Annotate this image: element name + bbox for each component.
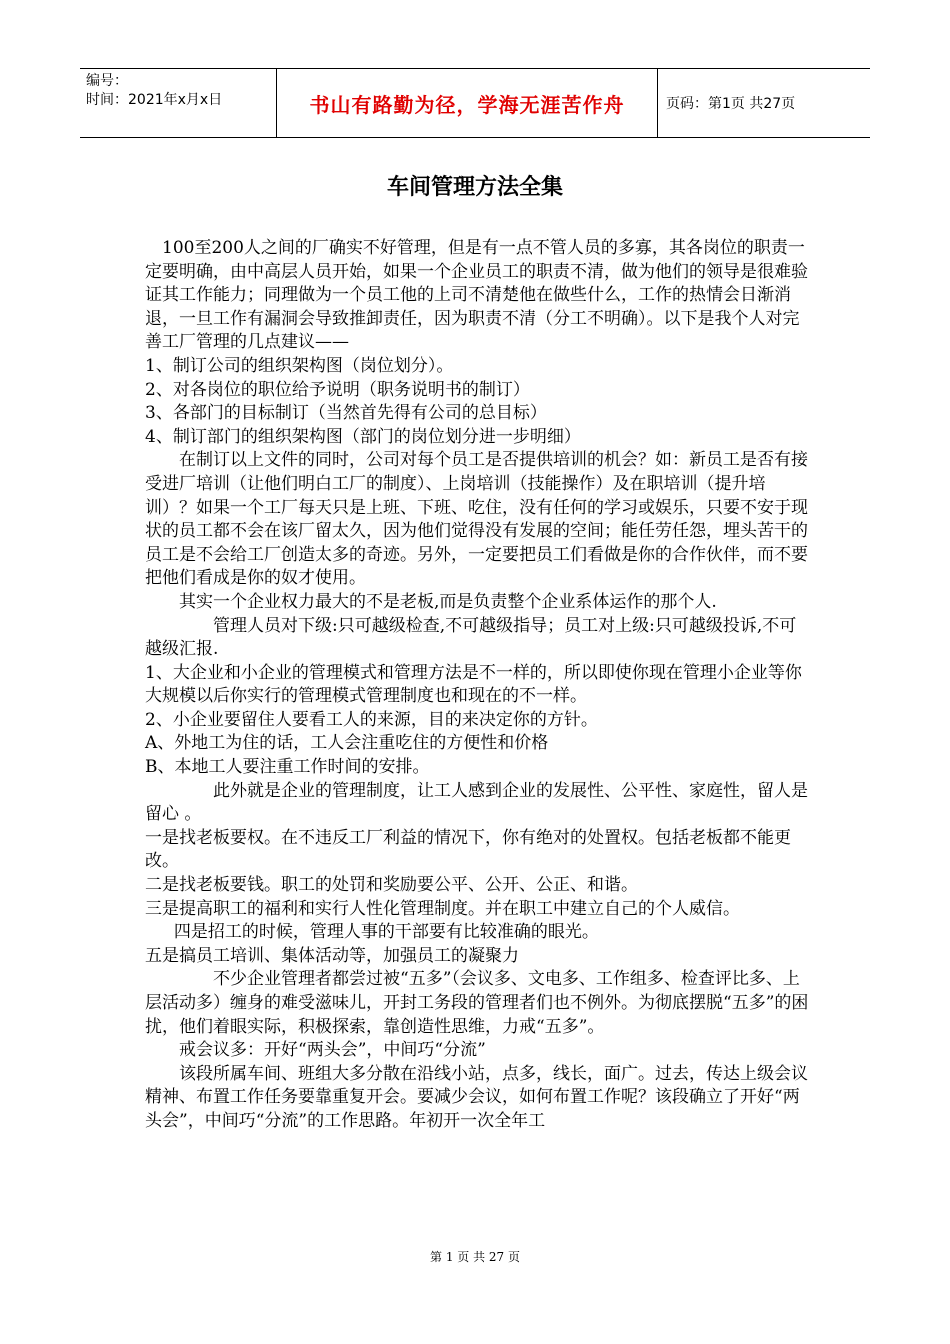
body-paragraph: 三是提高职工的福利和实行人性化管理制度。并在职工中建立自己的个人威信。 bbox=[145, 898, 740, 919]
body-paragraph: 2、对各岗位的职位给予说明（职务说明书的制订） bbox=[145, 379, 530, 400]
body-paragraph: 二是找老板要钱。职工的处罚和奖励要公平、公开、公正、和谐。 bbox=[145, 875, 638, 896]
header-motto-cell bbox=[277, 69, 658, 137]
body-paragraph: 3、各部门的目标制订（当然首先得有公司的总目标） bbox=[145, 403, 547, 424]
body-paragraph: B、本地工人要注重工作时间的安排。 bbox=[145, 757, 430, 778]
body-paragraph: 1、大企业和小企业的管理模式和管理方法是不一样的，所以即使你现在管理小企业等你大规模以后你实行的管理模式管理制度也和现在的不一样。 bbox=[145, 662, 802, 707]
document-date: 时间：2021年x月x日 bbox=[86, 92, 223, 108]
body-paragraph: 1、制订公司的组织架构图（岗位划分）。 bbox=[145, 355, 454, 376]
body-paragraph: 该段所属车间、班组大多分散在沿线小站，点多，线长，面广。过去，传达上级会议精神、布置工作任务要靠重复开会。要减少会议，如何布置工作呢？该段确立了开好“两头会”，中间巧“分流”的工作思路。年初开一次全年工 bbox=[145, 1063, 808, 1131]
header-motto: 书山有路勤为径，学海无涯苦作舟 bbox=[309, 92, 625, 117]
document-number: 编号： bbox=[86, 73, 128, 89]
body-paragraph: 戒会议多：开好“两头会”，中间巧“分流” bbox=[179, 1040, 486, 1061]
body-paragraph: 管理人员对下级:只可越级检查,不可越级指导；员工对上级:只可越级投诉,不可越级汇报. bbox=[145, 615, 797, 660]
body-paragraph: 其实一个企业权力最大的不是老板,而是负责整个企业系体运作的那个人. bbox=[179, 591, 717, 612]
body-paragraph: 五是搞员工培训、集体活动等，加强员工的凝聚力 bbox=[145, 945, 519, 966]
page-footer: 第 1 页 共 27 页 bbox=[430, 1250, 520, 1264]
body-paragraph: 4、制订部门的组织架构图（部门的岗位划分进一步明细） bbox=[145, 426, 581, 447]
body-paragraph: 100至200人之间的厂确实不好管理，但是有一点不管人员的多寡，其各岗位的职责一定要明确，由中高层人员开始，如果一个企业员工的职责不清，做为他们的领导是很难验证其工作能力；同理做为一个员工他的上司不清楚他在做些什么，工作的热情会日渐消退，一旦工作有漏洞会导致推卸责任，因为职责不清（分工不明确）。以下是我个人对完善工厂管理的几点建议—— bbox=[145, 238, 808, 353]
header-page-info-cell bbox=[658, 69, 870, 137]
document-title: 车间管理方法全集 bbox=[386, 175, 563, 200]
body-paragraph: 2、小企业要留住人要看工人的来源，目的来决定你的方针。 bbox=[145, 709, 598, 730]
body-paragraph: 四是招工的时候，管理人事的干部要有比较准确的眼光。 bbox=[173, 922, 599, 943]
document-body bbox=[145, 237, 813, 1134]
header-meta bbox=[80, 69, 277, 137]
body-paragraph: 一是找老板要权。在不违反工厂利益的情况下，你有绝对的处置权。包括老板都不能更改。 bbox=[145, 827, 791, 872]
page-header bbox=[80, 68, 870, 138]
body-paragraph: 不少企业管理者都尝过被“五多”（会议多、文电多、工作组多、检查评比多、上层活动多）缠身的难受滋味儿，开封工务段的管理者们也不例外。为彻底摆脱“五多”的困扰，他们着眼实际，积极探索，靠创造性思维，力戒“五多”。 bbox=[145, 969, 809, 1037]
body-paragraph: 在制订以上文件的同时，公司对每个员工是否提供培训的机会？如：新员工是否有接受进厂培训（让他们明白工厂的制度）、上岗培训（技能操作）及在职培训（提升培训）？如果一个工厂每天只是上班、下班、吃住，没有任何的学习或娱乐，只要不安于现状的员工都不会在该厂留太久，因为他们觉得没有发展的空间；能任劳任怨，埋头苦干的员工是不会给工厂创造太多的奇迹。另外，一定要把员工们看做是你的合作伙伴，而不要把他们看成是你的奴才使用。 bbox=[145, 450, 808, 589]
body-paragraph: 此外就是企业的管理制度，让工人感到企业的发展性、公平性、家庭性，留人是留心 。 bbox=[145, 780, 808, 825]
header-page-info: 页码：第1页 共27页 bbox=[666, 96, 796, 112]
body-paragraph: A、外地工为住的话，工人会注重吃住的方便性和价格 bbox=[145, 733, 549, 754]
